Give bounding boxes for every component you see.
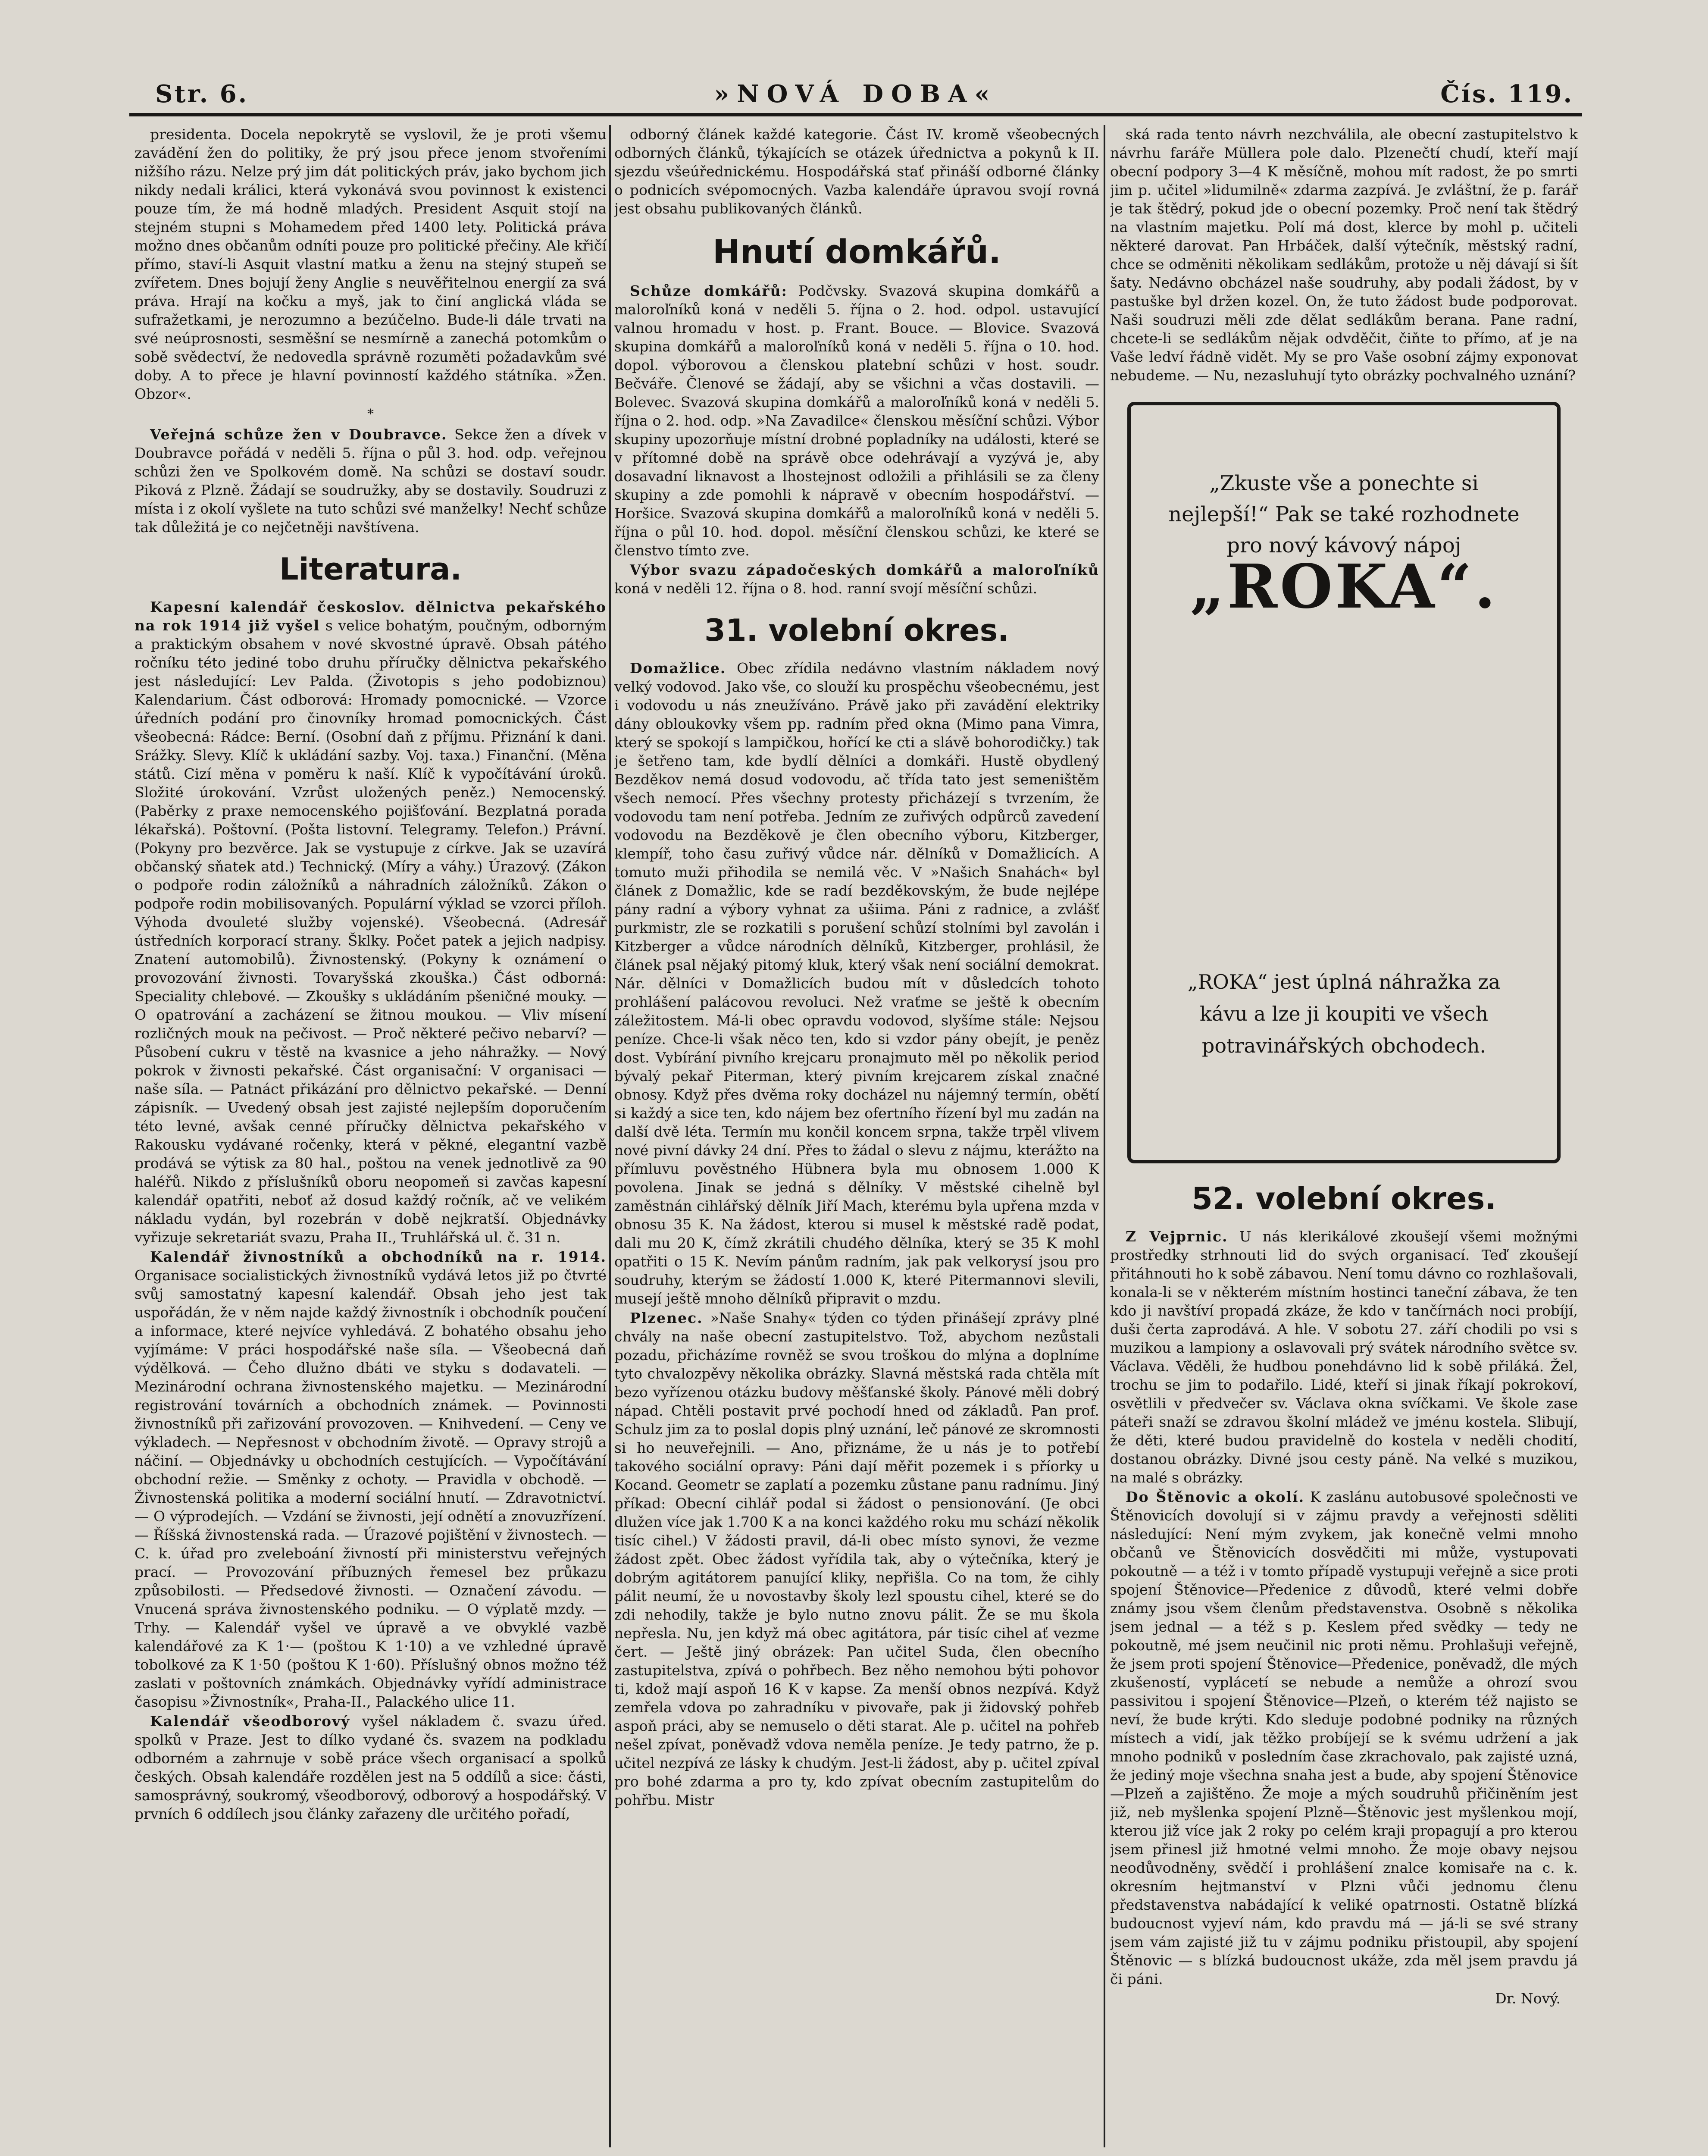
- article-text: koná v neděli 12. října o 8. hod. ranní svojí měsíční schůzi.: [614, 580, 1038, 597]
- article-paragraph: [614, 1309, 1099, 1809]
- article-paragraph: [1110, 1488, 1578, 1988]
- ad-description: „ROKA“ jest úplná náhražka za kávu a lze ji koupiti ve všech potravinářských obchodech.: [1187, 970, 1501, 1057]
- section-heading-literatura: Literatura.: [279, 552, 462, 587]
- issue-number: Čís. 119.: [1440, 80, 1573, 108]
- article-lead: Plzenec.: [630, 1310, 703, 1326]
- header-rule: [129, 113, 1582, 116]
- article-paragraph: [135, 1712, 607, 1823]
- article-text: ská rada tento návrh nezchválila, ale obecní zastupitelstvo k návrhu faráře Müllera pole dalo. Plzenečtí chudí, kteří mají obecní podpory 3—4 K měsíčně, mohou mít radost, že po smrti jim p. učitel »lidumilně« zdarma zazpívá. Je zvláštní, že p. farář je tak štědrý, pokud jde o obecní pozemky. Proč není tak štědrý na vlastním majetku. Polí má dost, klerce by mohl p. učiteli některé darovat. Pan Hrbáček, další výtečník, městský radní, chce se odměniti několikam sedlákům, protože u něj dávají si šít šaty. Nedávno obcházel naše soudruhy, aby podali žádost, by v pastuške byl držen kozel. On, že tuto žádost bude podporovat. Naši soudruzi měli zde dělat sedlákům berana. Pane radní, chcete-li se sedlákům nějak odvděčit, čiňte to přímo, ať je na Vaše ledví řádně vidět. My se pro Vaše osobní zájmy exponovat nebudeme. — Nu, nezasluhují tyto obrázky pochvalného uznání?: [1110, 126, 1578, 384]
- article-lead: Veřejná schůze žen v Doubravce.: [150, 426, 447, 443]
- section-heading-hnuti-domkaru: Hnutí domkářů.: [713, 232, 1001, 271]
- ad-brand-name: „ROKA“.: [1190, 552, 1498, 622]
- article-text: presidenta. Docela nepokrytě se vyslovil, že je proti všemu zavádění žen do politiky, že prý jsou přece jenom stvořeními nižšího rázu. Nelze prý jim dát politických práv, jako bychom jich nikdy nedali králici, která vykonává svou povinnost k existenci pouze tím, že má hodně mladých. President Asquit stojí na stejném stupni s Mohamedem před 1400 lety. Politická práva možno dnes občanům odníti pouze pro politické přečiny. Ale křičí přímo, staví-li Asquit vlastní matku a ženu na stejný stupeň se zvířetem. Dnes bojují ženy Anglie s neuvěřitelnou energií za svá práva. Hrají na kočku a myš, jak to činí anglická vláda se sufražetkami, je nerozumno a bezúčelno. Bude-li dále trvati na své neúprosnosti, sesměšní se nesmírně a zanechá potomkům o sobě svědectví, že nedovedla správně rozuměti požadavkům své doby. A to přece je hlavní povinností každého státníka. »Žen. Obzor«.: [135, 126, 607, 402]
- article-paragraph: [1110, 1227, 1578, 1487]
- article-text: Sekce žen a dívek v Doubravce pořádá v neděli 5. října o půl 3. hod. odp. veřejnou schůzi žen ve Spolkovém domě. Na schůzi se dostaví soudr. Piková z Plzně. Žádají se soudružky, aby se dostavily. Soudruzi z místa i z okolí vyšlete na tuto schůzi své manželky! Nechť schůze tak důležitá je co nejčetněji navštívena.: [135, 426, 607, 536]
- page-header: [129, 75, 1582, 114]
- article-paragraph: [135, 425, 607, 536]
- article-lead: Kalendář živnostníků a obchodníků na r. 1914.: [150, 1248, 607, 1265]
- article-text: Organisace socialistických živnostníků vydává letos již po čtvrté svůj samostatný kapesní kalendář. Obsah jeho jest tak uspořádán, že v něm najde každý živnostník i obchodník poučení a informace, které nejvíce vyhledává. Z bohatého obsahu jeho vyjímáme: V práci hospodářské naše síla. — Všeobecná daň výdělková. — Čeho dlužno dbáti ve styku s dodavateli. — Mezinárodní ochrana živnostenského majetku. — Mezinárodní registrování továrních a obchodních známek. — Povinnosti živnostníků při zařizování provozoven. — Knihvedení. — Ceny ve výkladech. — Nepřesnost v obchodním životě. — Opravy strojů a náčiní. — Objednávky u obchodních cestujících. — Vypočítávání obchodní režie. — Směnky z ochoty. — Pravidla v obchodě. — Živnostenská politika a moderní sociální hnutí. — Zdravotnictví. — O výprodejích. — Vzdání se živnosti, její odnětí a znovuzřízení. — Říšská živnostenská rada. — Úrazové pojištění v živnostech. — C. k. úřad pro zveleboání živností při ministerstvu veřejných prací. — Provozování příbuzných řemesel bez průkazu způsobilosti. — Předsedové živnosti. — Označení závodu. — Vnucená správa živnostenského podniku. — O výplatě mzdy. — Trhy. — Kalendář vyšel ve úpravě a ve obvyklé vazbě kalendářové za K 1·— (poštou K 1·10) a ve vzhledné úpravě tobolkové za K 1·50 (poštou K 1·60). Příslušný obnos možno též zaslati v poštovních známkách. Objednávky vyřídí administrace časopisu »Živnostník«, Praha-II., Palackého ulice 11.: [135, 1267, 607, 1710]
- column-2: [614, 125, 1099, 2156]
- article-text: s velice bohatým, poučným, odborným a praktickým obsahem v nové skvostné úpravě. Obsah pátého ročníku této jediné tobo druhu příručky dělnictva pekařského jest následující: Lev Palda. (Životopis s jeho podobiznou) Kalendarium. Část odborová: Hromady pomocnické. — Vzorce úředních podání pro činovníky hromad pomocnických. Část všeobecná: Rádce: Berní. (Osobní daň z příjmu. Přiznání k dani. Srážky. Slevy. Klíč k ukládání sazby. Voj. taxa.) Finanční. (Měna států. Cizí měna v poměru k naší. Klíč k vypočítávání úroků. Složité úrokování. Vzrůst uložených peněz.) Nemocenský. (Paběrky z praxe nemocenského pojišťování. Bezplatná porada lékařská). Poštovní. (Pošta listovní. Telegramy. Telefon.) Právní. (Pokyny pro bezvěrce. Jak se vystupuje z církve. Jak se uzavírá občanský sňatek atd.) Technický. (Míry a váhy.) Úrazový. (Zákon o podpoře rodin záložníků a náhradních záložníků. Zákon o podpoře rodin mobilisovaných. Populární výklad se vzorci příloh. Výhoda dvouleté služby vojenské). Všeobecná. (Adresář ústředních korporací strany. Šklky. Počet patek a jejich nadpisy. Znatení automobilů). Živnostenský. (Pokyny k oznámení o provozování živnosti. Tovaryšská zkouška.) Část odborná: Speciality chlebové. — Zkoušky s ukládáním pšeničné mouky. — O opatrování a zacházení se žitnou moukou. — Vliv mísení rozličných mouk na pečivost. — Proč některé pečivo nebarví? — Působení cukru v těstě na kvasnice a jeho náhražky. — Nový pokrok v živnosti pekařské. Část organisační: V organisaci — naše síla. — Patnáct přikázání pro dělnictvo pekařské. — Denní zápisník. — Uvedený obsah jest zajisté nejlepším doporučením této levné, avšak cenné příručky dělnictva pekařského v Rakousku vydávané ročenky, která v pěkné, elegantní vazbě prodává se výtisk za 80 hal., poštou na venek jednotlivě za 90 haléřů. Nikdo z příslušníků oboru neopomeň si zavčas kapesní kalendář opatřiti, neboť až dosud každý ročník, ač ve velikém nákladu vydán, byl rozebrán v době nejkratší. Objednávky vyřizuje sekretariát svazu, Praha II., Truhlářská ul. č. 31 n.: [135, 617, 607, 1246]
- column-1: [135, 125, 607, 2156]
- article-text: Obec zřídila nedávno vlastním nákladem nový velký vodovod. Jako vše, co slouží ku prospěchu všeobecnému, jest i vodovodu u nás zneužíváno. Právě jako při zavádění elektriky dány obloukovky všem pp. radním před okna (Mimo pana Vimra, který se spokojí s lampičkou, hořící ke cti a slávě bohorodičky.) tak je šetřeno tam, kde bydlí dělníci a domkáři. Hustě obydlený Bezděkov nemá dosud vodovodu, ač třída tato jest semeništěm všech nemocí. Přes všechny protesty přicházejí s tvrzením, že vodovodu tam není potřeba. Jedním ze zuřivých odpůrců zavedení vodovodu na Bezděkově je člen obecního výboru, Kitzberger, klempíř, toho času zuřivý vůdce nár. dělníků v Domažlicích. A tomuto muži přihodila se nemilá věc. V »Našich Snahách« byl článek z Domažlic, kde se radí bezděkovským, že bude nejlépe pány radní a výbory vyhnat za ušiima. Páni z radnice, a zvlášť purkmistr, zle se rozkatili s porušení schůzí stolními byl zavolán i Kitzberger a vůdce národních dělníků, Kitzberger, prohlásil, že článek psal nějaký pitomý kluk, který však není sociální demokrat. Nár. dělníci v Domažlicích budou mít v důsledcích tohoto prohlášení palácovou revoluci. Než vraťme se ještě k obecním záležitostem. Má-li obec opravdu vodovod, slyšíme stále: Nejsou peníze. Chce-li však něco ten, kdo si vzdor pány obejít, je peněz dost. Vybírání pivního krejcaru pronajmuto měl po několik period bývalý pekař Piterman, který pivním krejcarem získal značné obnosy. Když přes dvěma roky docházel nu nájemný termín, obětí si každý a sice ten, kdo nájem bez ofertního řízení byl mu zadán na další dvě léta. Termín mu končil koncem srpna, takže trpěl vlivem nové pivní dávky 24 dní. Přes to žádal o slevu z nájmu, kterážto na přímluvu pověstného Hübnera byla mu obnosem 1.000 K povolena. Jinak se jedná s dělníky. V městské cihelně byl zaměstnán cihlářský dělník Jiří Mach, kterému byla upřena mzda v obnosu 35 K. Na žádost, kterou si musel k městské radě podat, dali mu 20 K, čímž zkrátili chudého dělníka, který se 35 K mohl opatřiti o 15 K. Nevím pánům radním, jak pak velkorysí jsou pro soudruhy, kterým se žádostí 1.000 K, které Pitermannovi slevili, musejí ještě mnoho dělníků připravit o mzdu.: [614, 660, 1099, 1307]
- article-lead: Schůze domkářů:: [630, 282, 788, 299]
- article-text: »Naše Snahy« týden co týden přinášejí zprávy plné chvály na naše obecní zastupitelstvo. Tož, abychom nezůstali pozadu, přicházíme rovněž se svou troškou do mlýna a doplníme tyto chvalozpěvy několika obrázky. Slavná městská rada chtěla mít bezo vyřízenou otázku budovy měšťanské školy. Pánové měli dobrý nápad. Chtěli postavit prvé pochodí hned od základů. Pan prof. Schulz jim za to poslal dopis plný uznání, leč pánové ze skromnosti si ho neuveřejnili. — Ano, přiznáme, že u nás je to potřebí takového sociální opravy: Páni dají měřit pozemek i s příorky u Kocand. Geometr se zaplatí a pozemku zůstane panu radnímu. Jiný příkad: Obecní cihlář podal si žádost o pensionování. (Je obci dlužen více jak 1.700 K a na konci každého roku mu schází několik tisíc cihel.) V žádosti pravil, dá-li obec místo synovi, že vezme žádost zpět. Obec žádost vyřídila tak, aby o výtečníka, který je dobrým agitátorem panující kliky, nepřišla. Co na tom, že cihly pálit neumí, že u novostavby školy lezl spoustu cihel, které se do zdi nehodily, takže je bylo nutno znovu pálit. Že se mu škola nepřesla. Nu, jen když má obec agitátora, pár tisíc cihel ať vezme čert. — Ještě jiný obrázek: Pan učitel Suda, člen obecního zastupitelstva, zpívá o pohřbech. Bez něho nemohou býti pohovor ti, kdož mají aspoň 16 K v kapse. Za menší obnos nezpívá. Když zemřela vdova po zahradníku v pivovaře, pak ji židovský pohřeb aspoň práci, aby se nemuselo o děti starat. Ale p. učitel na pohřeb nešel zpívat, poněvadž vdova neměla peníze. Je tedy patrno, že p. učitel nezpívá ze lásky k chudým. Jest-li žádost, aby p. učitel zpíval pro bohé zdarma a pro ty, kdo zpívat obecním zastupitelům do pohřbu. Mistr: [614, 1310, 1099, 1808]
- article-text: Podčvsky. Svazová skupina domkářů a maloroľníků koná v neděli 5. října o 2. hod. odpol. ustavující valnou hromadu v host. p. Frant. Bouce. — Blovice. Svazová skupina domkářů a maloroľníků koná v neděli 5. října o 10. hod. dopol. výborovou a členskou platební schůzi v host. soudr. Bečváře. Členové se žádají, aby se všichni a včas dostavili. — Bolevec. Svazová skupina domkářů a maloroľníků koná v neděli 5. října o 2. hod. odp. »Na Zavadilce« členskou měsíční schůzi. Výbor skupiny upozorňuje místní drobné popladníky na události, které se v přítomné době na správě obce odehrávají a vyzývá je, aby dosavadní liknavost a lhostejnost odložili a přihlásili se za členy skupiny a zde pomohli k nápravě v obecním hospodářství. — Horšice. Svazová skupina domkářů a maloroľníků koná v neděli 5. října o půl 10. hod. dopol. měsíční členskou schůzi, ke které se členstvo tímto zve.: [614, 282, 1099, 559]
- roka-advertisement: [1127, 402, 1561, 1163]
- separator-star: *: [367, 407, 374, 422]
- article-paragraph: [614, 282, 1099, 560]
- article-text: U nás klerikálové zkoušejí všemi možnými prostředky strhnouti lid do svých organisací. Teď zkoušejí přitáhnouti ho k sobě zábavou. Není tomu dávno co rozhlašovali, konala-li se v některém místním hostinci taneční zábava, že ten kdo ji navštíví propadá zkáze, že kdo v tančírnách noci probíjí, duši čerta zaprodává. A hle. V sobotu 27. září chodili po vsi s muzikou a lampiony a oslavovali prý svátek národního světce sv. Václava. Věděli, že hudbou ponehdávno lid k sobě přiláká. Žel, trochu se jim to podařilo. Lidé, kteří si jinak říkají pokrokoví, osvětlili v předvečer sv. Václava okna svíčkami. Ve škole zase páteři snaží se zdravou školní mládež ve jménu kostela. Slibují, že děti, které budou pravidelně do kostela v neděli chodití, dostanou obrázky. Divné jsou cesty páně. Na velké s muzikou, na malé s obrázky.: [1110, 1228, 1578, 1486]
- article-lead: Kapesní kalendář českoslov. dělnictva pekařského na rok 1914 již vyšel: [135, 599, 607, 634]
- article-lead: Z Vejprnic.: [1126, 1228, 1228, 1245]
- article-paragraph: [614, 561, 1099, 598]
- masthead-title: »NOVÁ DOBA«: [714, 80, 998, 108]
- section-heading-52-okres: 52. volební okres.: [1192, 1181, 1496, 1216]
- article-lead: Výbor svazu západočeských domkářů a maloroľníků: [630, 561, 1099, 578]
- article-lead: Domažlice.: [630, 660, 726, 677]
- section-heading-31-okres: 31. volební okres.: [704, 613, 1009, 648]
- author-signature: Dr. Nový.: [1495, 1990, 1561, 2007]
- article-text: vyšel nákladem č. svazu úřed. spolků v Praze. Jest to dílko vydané čs. svazem na podkladu odborném a zahrnuje v sobě práce všech organisací a spolků českých. Obsah kalendáře rozdělen jest na 5 oddílů a sice: části, samosprávný, soukromý, všeodborový, odborový a hospodářský. V prvních 6 oddílech jsou články zařazeny dle určitého pořadí,: [135, 1713, 607, 1822]
- article-paragraph: [135, 1247, 607, 1711]
- article-paragraph: [614, 659, 1099, 1308]
- article-lead: Do Štěnovic a okolí.: [1126, 1489, 1305, 1505]
- article-paragraph: [135, 598, 607, 1247]
- article-text: K zaslánu autobusové společnosti ve Štěnovicích dovolují si v zájmu pravdy a veřejnosti sděliti následující: Není mým zvykem, jak konečně velmi mnoho občanů ve Štěnovicích dosvědčiti mi může, vystupovati pokoutně — a též i v tomto případě vystupuji veřejně a sice proti spojení Štěnovice—Předenice z důvodů, které velmi dobře známy jsou všem členům představenstva. Osobně s několika jsem jednal — a též s p. Keslem před svědky — tedy ne pokoutně, mé jsem neučinil nic proti němu. Prohlašuji veřejně, že jsem proti spojení Štěnovice—Předenice, poněvadž, dle mých zkušeností, vyplácetí se nebude a nemůže a ohrozí svou passivitou i spojení Štěnovice—Plzeň, o kterém též najisto se neví, že bude krýti. Kdo sleduje podobné podniky na různých místech a vidí, jak těžko probíjejí se k svému udržení a jak mnoho podniků v posledním čase zkrachovalo, pak zajisté uzná, že jediný moje všechna snaha jest a bude, aby spojení Štěnovice—Plzeň a zajištěno. Že moje a mých soudruhů přičiněním jest již, neb myšlenka spojení Plzně—Štěnovic jest myšlenkou mojí, kterou již více jak 2 roky po celém kraji propagují a pro kterou jsem přinesl již hmotné velmi mnoho. Že moje obavy nejsou neodůvodněny, svědčí i prohlášení znalce komisaře na c. k. okresním hejtmanství v Plzni vůči jednomu členu představenstva nabádající k veliké opatrnosti. Ostatně blízká budoucnost vyjeví nám, kdo pravdu má — já-li se své strany jsem vám zajisté již tu v zájmu podniku přistoupil, aby spojení Štěnovic — s blízká budoucnost ukáže, zda měl jsem pravdu já či páni.: [1110, 1489, 1578, 1987]
- article-lead: Kalendář všeodborový: [150, 1713, 350, 1730]
- column-divider: [609, 125, 611, 2147]
- ad-slogan: „Zkuste vše a ponechte si nejlepší!“ Pak se také rozhodnete pro nový kávový nápoj: [1168, 471, 1520, 558]
- page-number: Str. 6.: [155, 80, 249, 108]
- article-text: odborný článek každé kategorie. Část IV. kromě všeobecných odborných článků, týkajících se otázek úřednictva a pokynů k II. sjezdu všeúřednickému. Hospodářská stať přináší odborné články o podnicích svépomocných. Vazba kalendáře úpravou svojí rovná jest obsahu publikovaných článků.: [614, 126, 1099, 217]
- column-3: [1110, 125, 1578, 2156]
- column-divider: [1104, 125, 1105, 2147]
